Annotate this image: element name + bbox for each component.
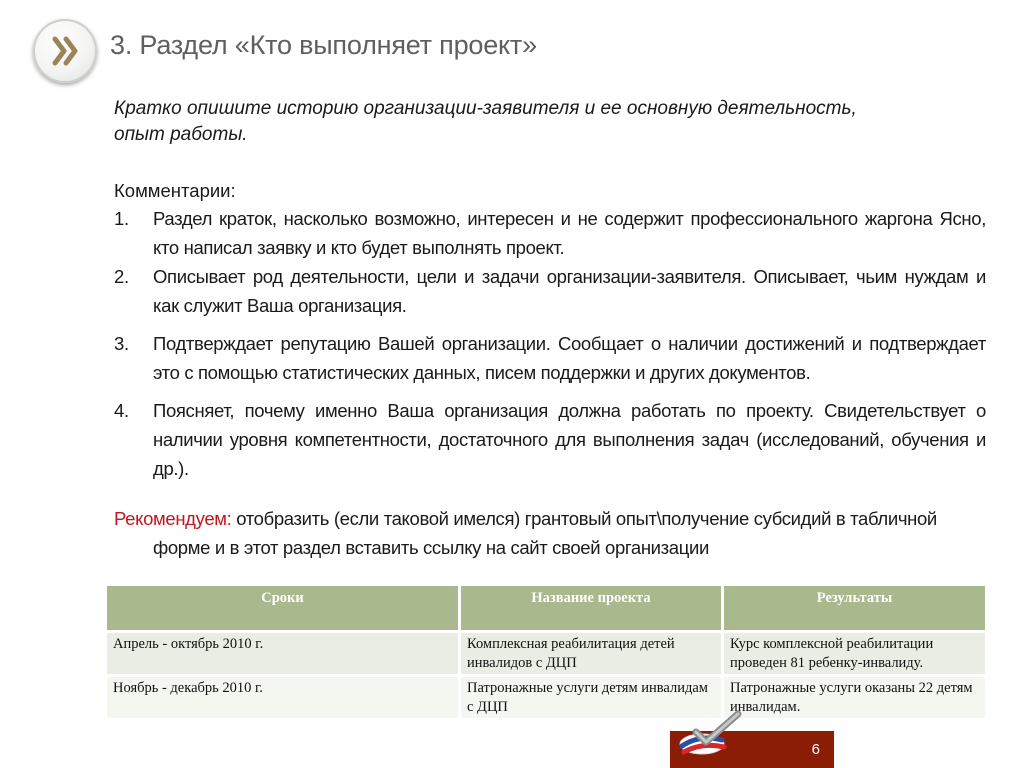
comment-number: 2.: [114, 266, 129, 287]
comments-list: [114, 204, 986, 483]
comments-label: Комментарии:: [114, 180, 236, 201]
comment-item: [114, 262, 986, 320]
comment-text: Раздел краток, насколько возможно, интересен и не содержит профессионального жаргона Ясно, кто написал заявку и кто будет выполнять проект.: [153, 208, 986, 258]
comment-item: [114, 204, 986, 262]
checkmark-swoosh-logo-icon: [676, 710, 756, 758]
comment-text: Поясняет, почему именно Ваша организация должна работать по проекту. Свидетельствует о наличии уровня компетентности, достаточного для выполнения задач (исследований, обучения и др.).: [153, 400, 986, 479]
intro-text: Кратко опишите историю организации-заявителя и ее основную деятельность, опыт работы.: [114, 98, 857, 145]
table-cell: Комплексная реабилитация детей инвалидов с ДЦП: [460, 632, 723, 676]
nav-next-button[interactable]: [33, 19, 97, 83]
table-cell: Ноябрь - декабрь 2010 г.: [106, 676, 460, 720]
page-title: 3. Раздел «Кто выполняет проект»: [110, 30, 537, 60]
comment-text: Подтверждает репутацию Вашей организации. Сообщает о наличии достижений и подтверждает это с помощью статистических данных, писем поддержки и других документов.: [153, 333, 986, 383]
grant-experience-table: [104, 583, 988, 721]
recommendation: [114, 504, 986, 562]
table-cell: Патронажные услуги детям инвалидам с ДЦП: [460, 676, 723, 720]
slide-number: 6: [811, 741, 820, 758]
table-cell: Апрель - октябрь 2010 г.: [106, 632, 460, 676]
comment-number: 1.: [114, 208, 129, 229]
column-header-results: Результаты: [723, 585, 987, 632]
comment-text: Описывает род деятельности, цели и задачи организации-заявителя. Описывает, чьим нуждам и как служит Ваша организация.: [153, 266, 986, 316]
comment-item: [114, 329, 986, 387]
comment-number: 3.: [114, 333, 129, 354]
table-row: [106, 676, 987, 720]
table-cell: Патронажные услуги оказаны 22 детям инвалидам.: [723, 676, 987, 720]
recommendation-text: отобразить (если таковой имелся) грантовый опыт\получение субсидий в табличной: [231, 508, 937, 529]
comment-number: 4.: [114, 400, 129, 421]
table-cell: Курс комплексной реабилитации проведен 81 ребенку-инвалиду.: [723, 632, 987, 676]
double-chevron-right-icon: [33, 19, 97, 83]
column-header-period: Сроки: [106, 585, 460, 632]
table-header-row: [106, 585, 987, 632]
comment-item: [114, 396, 986, 483]
table-row: [106, 632, 987, 676]
column-header-project: Название проекта: [460, 585, 723, 632]
recommendation-text-continued: форме и в этот раздел вставить ссылку на сайт своей организации: [153, 537, 709, 558]
recommendation-label: Рекомендуем:: [114, 508, 232, 529]
